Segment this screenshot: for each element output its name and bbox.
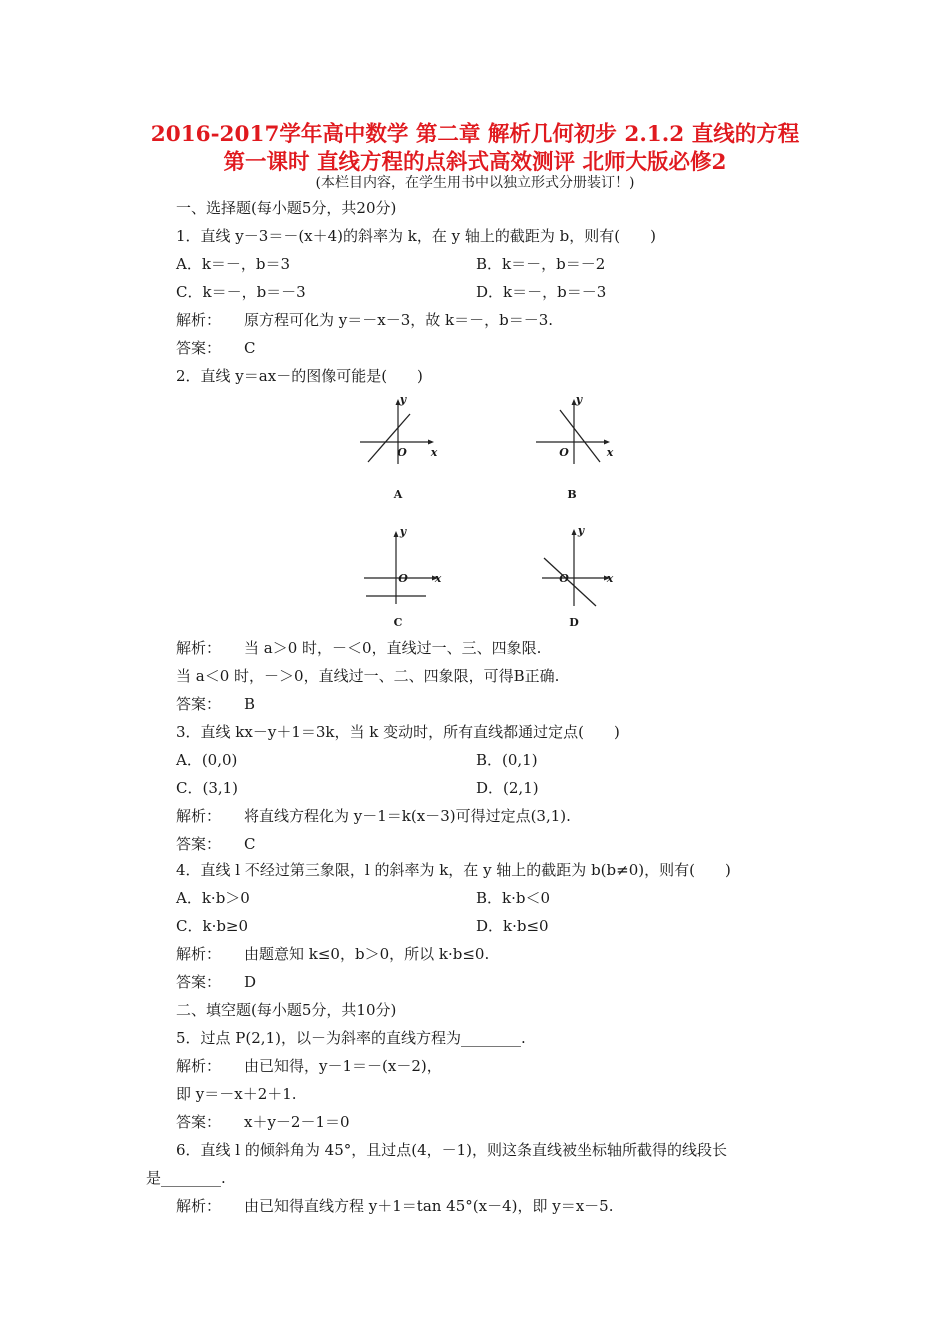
q5-answer: x＋y－2－1＝0	[244, 1113, 350, 1131]
axis-y-label: y	[399, 393, 407, 406]
q6-analysis: 由已知得直线方程 y＋1＝tan 45°(x－4)，即 y＝x－5.	[244, 1197, 614, 1215]
q4-analysis-label: 解析：	[176, 945, 222, 963]
q3-option-d: D．(2,1)	[476, 779, 539, 797]
q1-answer: C	[244, 339, 256, 357]
q1-option-d: D．k＝－，b＝－3	[476, 283, 607, 301]
q5-stem: 5．过点 P(2,1)，以－为斜率的直线方程为________.	[176, 1029, 526, 1047]
q4-stem: 4．直线 l 不经过第三象限，l 的斜率为 k，在 y 轴上的截距为 b(b≠0)，则有( )	[176, 861, 731, 879]
q1-option-b: B．k＝－，b＝－2	[476, 255, 606, 273]
graph-label-a: A	[393, 488, 403, 501]
q6-stem-continued: 是________.	[146, 1169, 226, 1187]
axis-x-label: x	[606, 572, 614, 585]
q4-option-d: D．k·b≤0	[476, 917, 549, 935]
q3-answer-label: 答案：	[176, 835, 222, 853]
axis-x-label: x	[430, 446, 438, 459]
q3-stem: 3．直线 kx－y＋1＝3k，当 k 变动时，所有直线都通过定点( )	[176, 723, 620, 741]
q2-analysis-continued: 当 a＜0 时，－＞0，直线过一、二、四象限，可得B正确.	[176, 667, 560, 685]
q2-stem: 2．直线 y＝ax－的图像可能是( )	[176, 367, 423, 385]
document-title-line-1: 2016-2017学年高中数学 第二章 解析几何初步 2.1.2 直线的方程	[150, 122, 800, 147]
q2-analysis-label: 解析：	[176, 639, 222, 657]
axis-y-label: y	[577, 524, 585, 537]
q4-option-c: C．k·b≥0	[176, 917, 249, 935]
q2-answer-label: 答案：	[176, 695, 222, 713]
graph-option-d	[540, 524, 624, 608]
axis-y-label: y	[575, 393, 583, 406]
q1-stem: 1．直线 y－3＝－(x＋4)的斜率为 k，在 y 轴上的截距为 b，则有( )	[176, 227, 656, 245]
q4-option-a: A．k·b＞0	[176, 889, 250, 907]
graph-label-c: C	[393, 616, 403, 629]
q1-option-c: C．k＝－，b＝－3	[176, 283, 306, 301]
q6-analysis-label: 解析：	[176, 1197, 222, 1215]
q1-answer-label: 答案：	[176, 339, 222, 357]
q6-stem: 6．直线 l 的倾斜角为 45°，且过点(4，－1)，则这条直线被坐标轴所截得的线段长	[176, 1141, 728, 1159]
origin-label: O	[397, 446, 407, 459]
q3-option-a: A．(0,0)	[176, 751, 238, 769]
graph-label-b: B	[567, 488, 577, 501]
q4-analysis: 由题意知 k≤0，b＞0，所以 k·b≤0.	[244, 945, 490, 963]
document-title-line-2: 第一课时 直线方程的点斜式高效测评 北师大版必修2	[223, 150, 727, 175]
q4-answer: D	[244, 973, 257, 991]
q3-option-c: C．(3,1)	[176, 779, 239, 797]
q4-option-b: B．k·b＜0	[476, 889, 551, 907]
q3-answer: C	[244, 835, 256, 853]
graph-option-a	[358, 393, 442, 466]
origin-label: O	[398, 572, 408, 585]
q1-analysis: 原方程可化为 y＝－x－3，故 k＝－，b＝－3.	[244, 311, 554, 329]
section-heading-fill-in: 二、填空题(每小题5分，共10分)	[176, 1001, 397, 1019]
q2-answer: B	[244, 695, 256, 713]
axis-x-label: x	[434, 572, 442, 585]
q1-option-a: A．k＝－，b＝3	[176, 255, 291, 273]
graph-c-svg	[362, 526, 446, 606]
document-note: (本栏目内容，在学生用书中以独立形式分册装订！)	[315, 175, 635, 191]
origin-label: O	[559, 446, 569, 459]
q5-analysis: 由已知得，y－1＝－(x－2)，	[244, 1057, 442, 1075]
graph-label-d: D	[569, 616, 579, 629]
q3-analysis: 将直线方程化为 y－1＝k(x－3)可得过定点(3,1).	[244, 807, 571, 825]
q2-analysis: 当 a＞0 时，－＜0，直线过一、三、四象限.	[244, 639, 542, 657]
q3-option-b: B．(0,1)	[476, 751, 538, 769]
q5-answer-label: 答案：	[176, 1113, 222, 1131]
axis-y-label: y	[399, 525, 407, 538]
q1-analysis-label: 解析：	[176, 311, 222, 329]
q5-analysis-label: 解析：	[176, 1057, 222, 1075]
axis-x-label: x	[606, 446, 614, 459]
graph-option-c	[362, 526, 446, 606]
origin-label: O	[559, 572, 569, 585]
q5-analysis-continued: 即 y＝－x＋2＋1.	[176, 1085, 297, 1103]
section-heading-choice: 一、选择题(每小题5分，共20分)	[176, 199, 397, 217]
q4-answer-label: 答案：	[176, 973, 222, 991]
graph-option-b	[534, 393, 618, 466]
q3-analysis-label: 解析：	[176, 807, 222, 825]
